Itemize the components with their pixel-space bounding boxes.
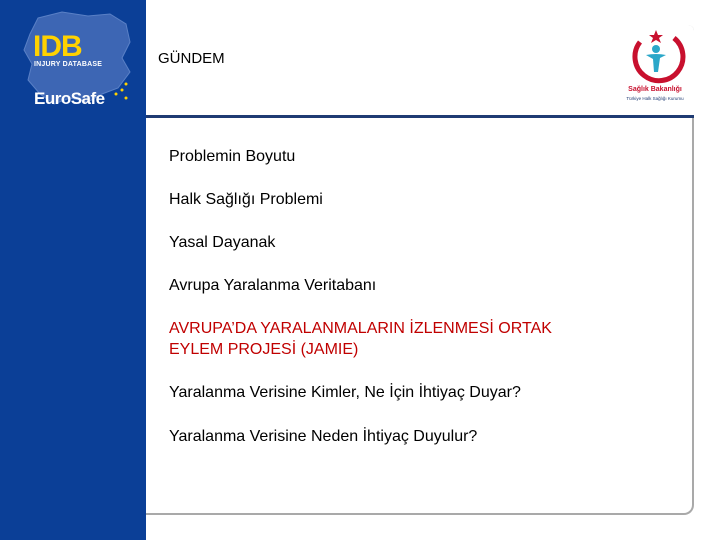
agenda-item-public-health: Halk Sağlığı Problemi	[169, 191, 323, 208]
ministry-logo	[620, 28, 690, 112]
ministry-emblem-icon	[620, 28, 690, 86]
agenda-item-why-data-needed: Yaralanma Verisine Neden İhtiyaç Duyulur?	[169, 428, 478, 445]
agenda-item-legal-basis: Yasal Dayanak	[169, 234, 276, 251]
idb-eurosafe-logo	[18, 10, 136, 116]
agenda-item-jamie-project	[169, 318, 552, 360]
page-title: GÜNDEM	[158, 50, 225, 67]
sidebar-panel	[0, 0, 146, 540]
agenda-item-injury-database: Avrupa Yaralanma Veritabanı	[169, 277, 377, 294]
idb-logo-text: IDB	[33, 30, 82, 63]
agenda-item-who-needs-data: Yaralanma Verisine Kimler, Ne İçin İhtiyaç Duyar?	[169, 384, 521, 401]
ministry-subtitle: Türkiye Halk Sağlığı Kurumu	[626, 96, 684, 101]
title-area	[146, 25, 694, 115]
agenda-item-jamie-line1: AVRUPA’DA YARALANMALARIN İZLENMESİ ORTAK	[169, 320, 552, 337]
ministry-name: Sağlık Bakanlığı	[628, 86, 682, 93]
title-divider	[146, 115, 694, 118]
eurosafe-logo-text: EuroSafe	[34, 89, 105, 108]
agenda-item-problem-size: Problemin Boyutu	[169, 148, 296, 165]
idb-logo-subtext: INJURY DATABASE	[34, 61, 103, 68]
agenda-item-jamie-line2: EYLEM PROJESİ (JAMIE)	[169, 341, 359, 358]
